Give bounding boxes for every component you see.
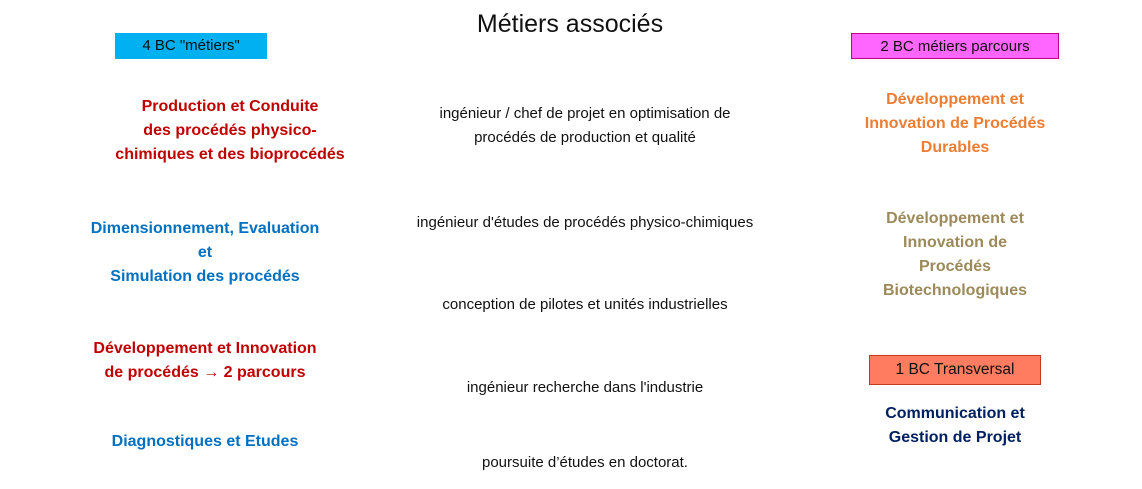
bc-line: Diagnostiques et Etudes <box>111 433 299 450</box>
job-ingenieur-chef-projet <box>340 102 830 150</box>
bc-line: de procédés → 2 parcours <box>104 364 306 381</box>
badge-2-bc-metiers-parcours: 2 BC métiers parcours <box>851 33 1059 59</box>
bc-line: Dimensionnement, Evaluation <box>90 220 320 237</box>
bc-communication-gestion-projet <box>815 402 1095 450</box>
bc-diagnostiques-etudes <box>15 430 395 454</box>
bc-line: Procédés <box>918 258 992 275</box>
job-line: poursuite d’études en doctorat. <box>482 454 688 471</box>
badge-4-bc-metiers: 4 BC "métiers" <box>115 33 267 59</box>
job-line: ingénieur / chef de projet en optimisation de <box>439 105 731 122</box>
job-ingenieur-etudes <box>340 211 830 235</box>
job-line: ingénieur recherche dans l'industrie <box>466 379 704 396</box>
bc-line: chimiques et des bioprocédés <box>115 146 345 163</box>
bc-line: des procédés physico- <box>143 122 317 139</box>
bc-line: Biotechnologiques <box>883 282 1027 299</box>
bc-line: Production et Conduite <box>141 98 319 115</box>
job-doctorat <box>340 451 830 475</box>
job-ingenieur-recherche <box>340 376 830 400</box>
job-line: ingénieur d'études de procédés physico-chimiques <box>416 214 754 231</box>
job-line: conception de pilotes et unités industrielles <box>442 296 728 313</box>
bc-parcours-procedes-biotechnologiques <box>815 207 1095 303</box>
bc-dimensionnement <box>15 217 395 289</box>
bc-line: Innovation de <box>903 234 1007 251</box>
bc-line: et <box>197 244 213 261</box>
bc-line: Développement et <box>886 91 1024 108</box>
badge-1-bc-transversal: 1 BC Transversal <box>869 355 1041 385</box>
bc-line: Développement et <box>886 210 1024 227</box>
job-conception-pilotes <box>340 293 830 317</box>
bc-line: Durables <box>920 139 990 156</box>
bc-line: Simulation des procédés <box>110 268 300 285</box>
bc-parcours-procedes-durables <box>815 88 1095 160</box>
bc-developpement-innovation <box>15 337 395 385</box>
job-line: procédés de production et qualité <box>474 129 696 146</box>
bc-line: Gestion de Projet <box>888 429 1022 446</box>
page-title: Métiers associés <box>476 10 664 38</box>
bc-line: Innovation de Procédés <box>864 115 1046 132</box>
bc-line: Communication et <box>885 405 1025 422</box>
bc-line: Développement et Innovation <box>93 340 317 357</box>
